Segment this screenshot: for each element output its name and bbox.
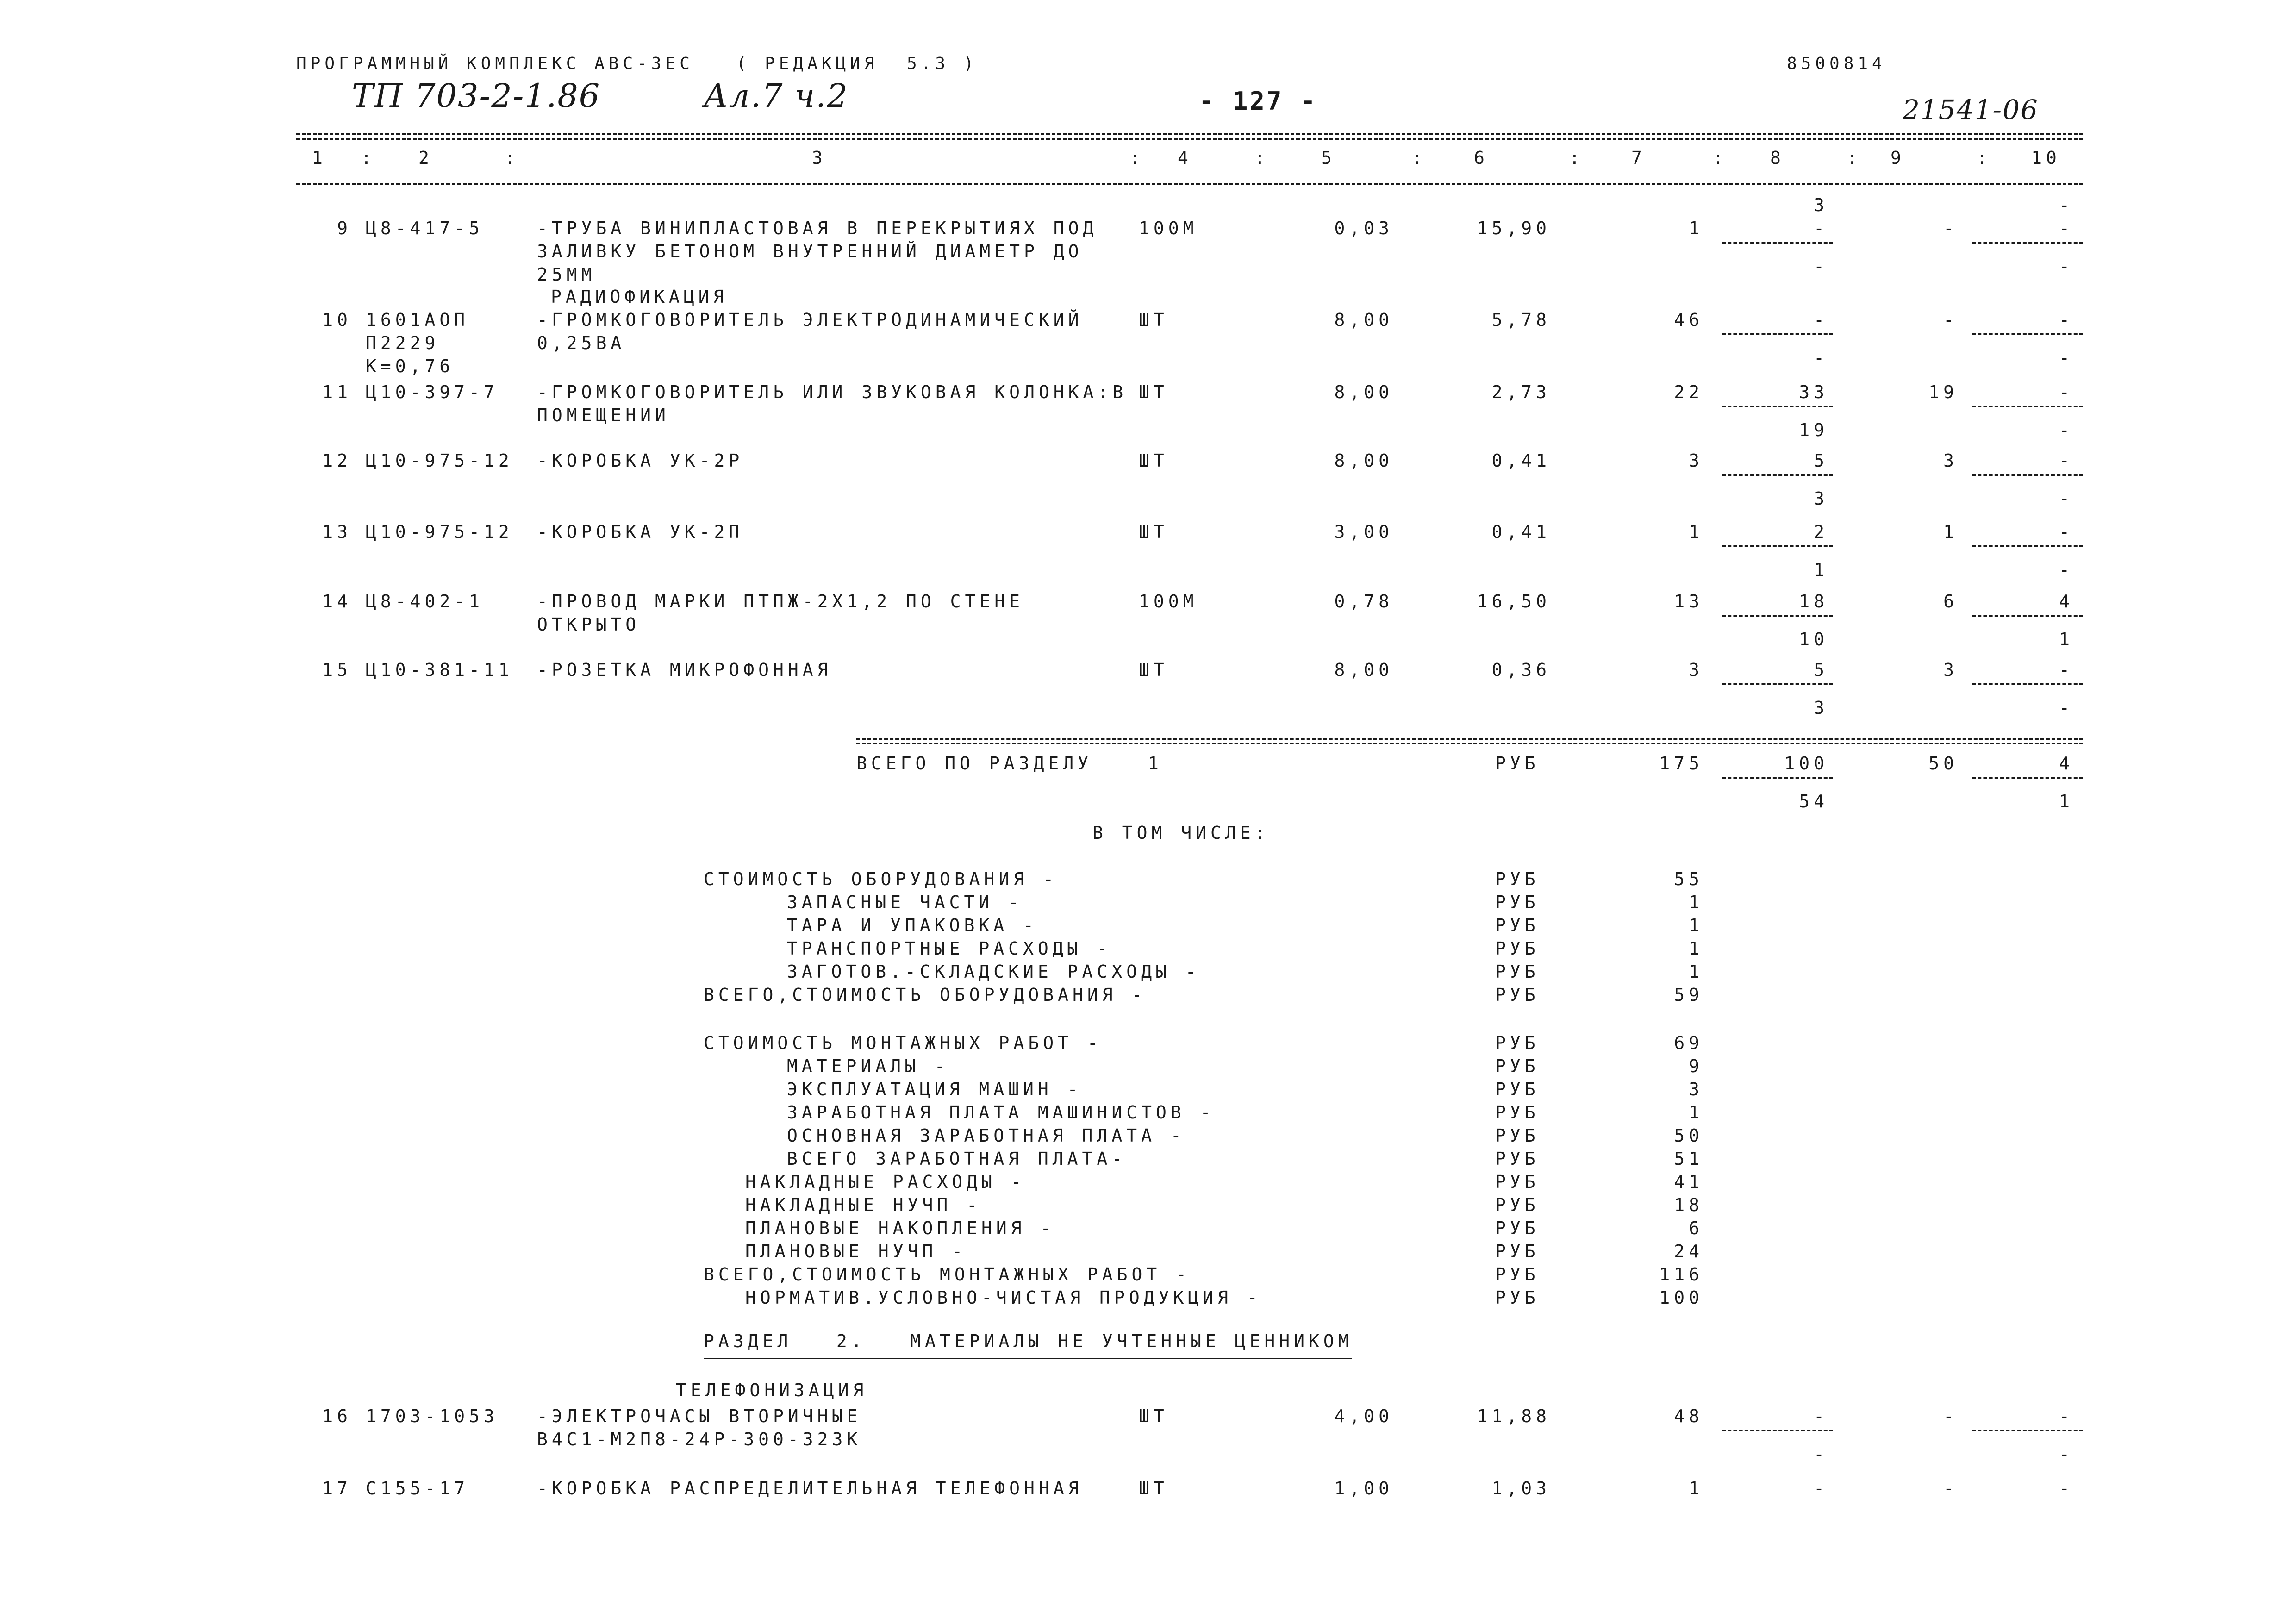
row-number: 15 <box>322 660 352 680</box>
price-code: Ц10-381-11 <box>366 660 513 680</box>
col8-value: - <box>1814 218 1828 238</box>
col10-sub-value: 1 <box>2059 629 2074 650</box>
col8-divider <box>1722 406 1833 407</box>
col9-value: - <box>1943 310 1958 330</box>
price-code: Ц8-417-5 <box>366 218 484 238</box>
header-rule-top <box>296 133 2083 135</box>
item-name: 0,25ВА <box>537 333 626 353</box>
item-name: ПОМЕЩЕНИИ <box>537 405 670 425</box>
item-name: -ГРОМКОГОВОРИТЕЛЬ ИЛИ ЗВУКОВАЯ КОЛОНКА:В <box>537 382 1128 402</box>
breakdown-value: 1 <box>1689 938 1703 959</box>
breakdown-value: 24 <box>1674 1241 1703 1262</box>
col8-wage: 3 <box>1814 698 1828 718</box>
item-name: -РОЗЕТКА МИКРОФОННАЯ <box>537 660 832 680</box>
column-header-4: 4 <box>1178 148 1192 168</box>
unit: ШТ <box>1139 1478 1168 1499</box>
total-cost: 3 <box>1689 660 1703 680</box>
col10-sub-value: - <box>2059 1444 2074 1464</box>
column-header-6: 6 <box>1474 148 1489 168</box>
col10-value: - <box>2059 1406 2074 1426</box>
price-code: П2229 <box>366 333 440 353</box>
column-header-5: 5 <box>1321 148 1336 168</box>
col10-value: - <box>2059 660 2074 680</box>
row-number: 12 <box>322 450 352 471</box>
total-cost: 1 <box>1689 522 1703 542</box>
breakdown-unit: РУБ <box>1495 1056 1540 1076</box>
col10-value: - <box>2059 218 2074 238</box>
col9-value: 6 <box>1943 591 1958 612</box>
price-code: 1601АОП <box>366 310 469 330</box>
col10-value: - <box>2059 450 2074 471</box>
col10-divider <box>1972 615 2083 617</box>
col10-divider <box>1972 777 2083 779</box>
section-total-col10: 4 <box>2059 753 2074 774</box>
quantity: 8,00 <box>1334 310 1393 330</box>
quantity: 4,00 <box>1334 1406 1393 1426</box>
quantity: 0,03 <box>1334 218 1393 238</box>
item-name: -КОРОБКА УК-2Р <box>537 450 744 471</box>
breakdown-unit: РУБ <box>1495 1033 1540 1053</box>
breakdown-label: ЗАРАБОТНАЯ ПЛАТА МАШИНИСТОВ - <box>787 1102 1215 1123</box>
quantity: 1,00 <box>1334 1478 1393 1499</box>
breakdown-unit: РУБ <box>1495 1195 1540 1215</box>
unit-price: 0,41 <box>1491 450 1551 471</box>
column-separator: : <box>361 148 376 168</box>
col8-wage: - <box>1814 348 1828 368</box>
breakdown-value: 59 <box>1674 985 1703 1005</box>
breakdown-label: ВСЕГО,СТОИМОСТЬ МОНТАЖНЫХ РАБОТ - <box>704 1264 1191 1285</box>
section-total-col8: 100 <box>1784 753 1828 774</box>
header-rule-bottom <box>296 183 2083 185</box>
item-name: -ПРОВОД МАРКИ ПТПЖ-2Х1,2 ПО СТЕНЕ <box>537 591 1024 612</box>
breakdown-unit: РУБ <box>1495 1102 1540 1123</box>
breakdown-label: ВСЕГО ЗАРАБОТНАЯ ПЛАТА- <box>787 1149 1127 1169</box>
total-cost: 48 <box>1674 1406 1703 1426</box>
section-2-title: РАЗДЕЛ 2. МАТЕРИАЛЫ НЕ УЧТЕННЫЕ ЦЕННИКОМ <box>704 1331 1353 1351</box>
price-code: 1703-1053 <box>366 1406 499 1426</box>
breakdown-label: ЭКСПЛУАТАЦИЯ МАШИН - <box>787 1079 1082 1099</box>
col8-wage: 10 <box>1799 629 1828 650</box>
row-number: 13 <box>322 522 352 542</box>
col9-value: 19 <box>1928 382 1958 402</box>
col8-value: - <box>1814 1406 1828 1426</box>
column-header-7: 7 <box>1631 148 1646 168</box>
col9-value: 1 <box>1943 522 1958 542</box>
breakdown-label: ОСНОВНАЯ ЗАРАБОТНАЯ ПЛАТА - <box>787 1125 1185 1146</box>
breakdown-label: НАКЛАДНЫЕ РАСХОДЫ - <box>745 1172 1026 1192</box>
item-name: -КОРОБКА УК-2П <box>537 522 744 542</box>
col8-divider <box>1722 615 1833 617</box>
breakdown-label: НАКЛАДНЫЕ НУЧП - <box>745 1195 982 1215</box>
unit-price: 5,78 <box>1491 310 1551 330</box>
section-total-rule <box>856 738 2083 740</box>
price-code: Ц10-975-12 <box>366 450 513 471</box>
section-label: РАДИОФИКАЦИЯ <box>551 287 728 307</box>
row-number: 9 <box>337 218 352 238</box>
col8-wage: 1 <box>1814 560 1828 580</box>
breakdown-value: 41 <box>1674 1172 1703 1192</box>
quantity: 0,78 <box>1334 591 1393 612</box>
breakdown-value: 1 <box>1689 892 1703 912</box>
breakdown-value: 116 <box>1659 1264 1703 1285</box>
breakdown-unit: РУБ <box>1495 1264 1540 1285</box>
document-code: 8500814 <box>1787 54 1886 73</box>
breakdown-label: ТАРА И УПАКОВКА - <box>787 915 1038 936</box>
col10-divider <box>1972 242 2083 244</box>
column-header-9: 9 <box>1890 148 1905 168</box>
breakdown-label: ТРАНСПОРТНЫЕ РАСХОДЫ - <box>787 938 1112 959</box>
breakdown-unit: РУБ <box>1495 962 1540 982</box>
breakdown-unit: РУБ <box>1495 1172 1540 1192</box>
item-name: В4С1-М2П8-24Р-300-323К <box>537 1429 862 1449</box>
column-separator: : <box>1977 148 1991 168</box>
total-cost: 3 <box>1689 450 1703 471</box>
price-code: С155-17 <box>366 1478 469 1499</box>
col8-divider <box>1722 1430 1833 1431</box>
page-number: - 127 - <box>1199 87 1317 116</box>
section-total-col10-sub: 1 <box>2059 791 2074 812</box>
breakdown-unit: РУБ <box>1495 869 1540 889</box>
price-code: Ц10-975-12 <box>366 522 513 542</box>
col10-value: 4 <box>2059 591 2074 612</box>
price-code: К=0,76 <box>366 356 455 376</box>
col8-value: 18 <box>1799 591 1828 612</box>
breakdown-label: ПЛАНОВЫЕ НУЧП - <box>745 1241 967 1262</box>
col10-sub-value: - <box>2059 256 2074 276</box>
row-number: 11 <box>322 382 352 402</box>
col10-sub-value: - <box>2059 420 2074 440</box>
col8-value: - <box>1814 1478 1828 1499</box>
column-separator: : <box>1129 148 1144 168</box>
breakdown-value: 3 <box>1689 1079 1703 1099</box>
col8-wage: 19 <box>1799 420 1828 440</box>
item-name: ОТКРЫТО <box>537 614 641 635</box>
col9-value: 3 <box>1943 660 1958 680</box>
breakdown-value: 9 <box>1689 1056 1703 1076</box>
col8-wage: - <box>1814 256 1828 276</box>
unit: ШТ <box>1139 310 1168 330</box>
breakdown-unit: РУБ <box>1495 1287 1540 1308</box>
col10-sub-value: - <box>2059 560 2074 580</box>
row-number: 10 <box>322 310 352 330</box>
breakdown-unit: РУБ <box>1495 938 1540 959</box>
column-separator: : <box>1847 148 1862 168</box>
col10-value: - <box>2059 1478 2074 1499</box>
breakdown-unit: РУБ <box>1495 1218 1540 1238</box>
section-total-col8-wage: 54 <box>1799 791 1828 812</box>
breakdown-value: 51 <box>1674 1149 1703 1169</box>
unit: 100М <box>1139 591 1198 612</box>
col10-divider <box>1972 683 2083 685</box>
col8-wage: - <box>1814 1444 1828 1464</box>
item-name: -КОРОБКА РАСПРЕДЕЛИТЕЛЬНАЯ ТЕЛЕФОННАЯ <box>537 1478 1083 1499</box>
column-header-2: 2 <box>418 148 433 168</box>
breakdown-label: МАТЕРИАЛЫ - <box>787 1056 949 1076</box>
column-separator: : <box>1254 148 1269 168</box>
section-total-unit: РУБ <box>1495 753 1540 774</box>
col9-value: - <box>1943 1406 1958 1426</box>
unit-price: 16,50 <box>1477 591 1551 612</box>
row-number: 17 <box>322 1478 352 1499</box>
breakdown-value: 100 <box>1659 1287 1703 1308</box>
col8-divider <box>1722 242 1833 244</box>
section-2-subsection: ТЕЛЕФОНИЗАЦИЯ <box>676 1380 868 1400</box>
unit: ШТ <box>1139 1406 1168 1426</box>
total-cost: 1 <box>1689 218 1703 238</box>
unit: ШТ <box>1139 450 1168 471</box>
breakdown-value: 1 <box>1689 962 1703 982</box>
unit-price: 1,03 <box>1491 1478 1551 1499</box>
tp-number: ТП 703-2-1.86 <box>352 77 601 115</box>
section-total-cost: 175 <box>1659 753 1703 774</box>
col8-divider <box>1722 474 1833 476</box>
col8-value: 5 <box>1814 660 1828 680</box>
breakdown-unit: РУБ <box>1495 892 1540 912</box>
col8-divider <box>1722 683 1833 685</box>
column-separator: : <box>1412 148 1427 168</box>
quantity: 8,00 <box>1334 450 1393 471</box>
col10-sub-value: - <box>2059 698 2074 718</box>
column-header-1: 1 <box>312 148 327 168</box>
unit-price: 2,73 <box>1491 382 1551 402</box>
col10-value: - <box>2059 522 2074 542</box>
column-separator: : <box>505 148 519 168</box>
col10-divider <box>1972 333 2083 335</box>
breakdown-value: 1 <box>1689 1102 1703 1123</box>
row-number: 16 <box>322 1406 352 1426</box>
col8-value: 5 <box>1814 450 1828 471</box>
column-separator: : <box>1713 148 1728 168</box>
col10-divider <box>1972 1430 2083 1431</box>
unit: ШТ <box>1139 522 1168 542</box>
breakdown-unit: РУБ <box>1495 1241 1540 1262</box>
col10-divider <box>1972 474 2083 476</box>
breakdown-label: ПЛАНОВЫЕ НАКОПЛЕНИЯ - <box>745 1218 1055 1238</box>
item-name: -ТРУБА ВИНИПЛАСТОВАЯ В ПЕРЕКРЫТИЯХ ПОД <box>537 218 1098 238</box>
breakdown-unit: РУБ <box>1495 1149 1540 1169</box>
breakdown-unit: РУБ <box>1495 915 1540 936</box>
breakdown-title: В ТОМ ЧИСЛЕ: <box>1092 823 1270 843</box>
item-name: ЗАЛИВКУ БЕТОНОМ ВНУТРЕННИЙ ДИАМЕТР ДО <box>537 241 1083 262</box>
breakdown-label: ВСЕГО,СТОИМОСТЬ ОБОРУДОВАНИЯ - <box>704 985 1147 1005</box>
column-header-3: 3 <box>812 148 827 168</box>
breakdown-value: 6 <box>1689 1218 1703 1238</box>
row-number: 14 <box>322 591 352 612</box>
col8-value: - <box>1814 310 1828 330</box>
col10-divider <box>1972 545 2083 547</box>
breakdown-label: ЗАГОТОВ.-СКЛАДСКИЕ РАСХОДЫ - <box>787 962 1200 982</box>
price-code: Ц8-402-1 <box>366 591 484 612</box>
col8-divider <box>1722 333 1833 335</box>
total-cost: 46 <box>1674 310 1703 330</box>
unit: 100М <box>1139 218 1198 238</box>
section-total-rule-2 <box>856 743 2083 744</box>
unit: ШТ <box>1139 660 1168 680</box>
col10-value: - <box>2059 382 2074 402</box>
col8-divider <box>1722 545 1833 547</box>
breakdown-label: ЗАПАСНЫЕ ЧАСТИ - <box>787 892 1023 912</box>
col9-value: - <box>1943 1478 1958 1499</box>
item-name: -ЭЛЕКТРОЧАСЫ ВТОРИЧНЫЕ <box>537 1406 862 1426</box>
col8-wage: 3 <box>1814 488 1828 509</box>
breakdown-value: 69 <box>1674 1033 1703 1053</box>
breakdown-value: 18 <box>1674 1195 1703 1215</box>
column-header-8: 8 <box>1770 148 1785 168</box>
breakdown-value: 50 <box>1674 1125 1703 1146</box>
breakdown-unit: РУБ <box>1495 985 1540 1005</box>
item-name: -ГРОМКОГОВОРИТЕЛЬ ЭЛЕКТРОДИНАМИЧЕСКИЙ <box>537 310 1083 330</box>
program-title: ПРОГРАММНЫЙ КОМПЛЕКС АВС-3ЕС ( РЕДАКЦИЯ 5.3 ) <box>296 54 978 73</box>
col10-value: - <box>2059 310 2074 330</box>
col8-divider <box>1722 777 1833 779</box>
col8-prev-wage: 3 <box>1814 195 1828 215</box>
breakdown-label: СТОИМОСТЬ ОБОРУДОВАНИЯ - <box>704 869 1058 889</box>
col8-value: 2 <box>1814 522 1828 542</box>
section-total-number: 1 <box>1148 753 1163 774</box>
unit-price: 11,88 <box>1477 1406 1551 1426</box>
quantity: 8,00 <box>1334 660 1393 680</box>
breakdown-unit: РУБ <box>1495 1079 1540 1099</box>
col10-prev-value: - <box>2059 195 2074 215</box>
col9-value: 3 <box>1943 450 1958 471</box>
quantity: 8,00 <box>1334 382 1393 402</box>
column-header-10: 10 <box>2031 148 2061 168</box>
total-cost: 1 <box>1689 1478 1703 1499</box>
breakdown-label: НОРМАТИВ.УСЛОВНО-ЧИСТАЯ ПРОДУКЦИЯ - <box>745 1287 1262 1308</box>
column-separator: : <box>1569 148 1584 168</box>
unit-price: 0,41 <box>1491 522 1551 542</box>
album-number: Ал.7 ч.2 <box>704 77 849 115</box>
section-2-underline <box>704 1353 1352 1360</box>
breakdown-value: 55 <box>1674 869 1703 889</box>
breakdown-value: 1 <box>1689 915 1703 936</box>
unit-price: 15,90 <box>1477 218 1551 238</box>
section-total-label: ВСЕГО ПО РАЗДЕЛУ <box>856 753 1093 774</box>
col8-value: 33 <box>1799 382 1828 402</box>
col10-divider <box>1972 406 2083 407</box>
col10-sub-value: - <box>2059 488 2074 509</box>
breakdown-label: СТОИМОСТЬ МОНТАЖНЫХ РАБОТ - <box>704 1033 1102 1053</box>
inventory-number: 21541-06 <box>1903 94 2039 125</box>
total-cost: 22 <box>1674 382 1703 402</box>
price-code: Ц10-397-7 <box>366 382 499 402</box>
col9-value: - <box>1943 218 1958 238</box>
breakdown-unit: РУБ <box>1495 1125 1540 1146</box>
col10-sub-value: - <box>2059 348 2074 368</box>
quantity: 3,00 <box>1334 522 1393 542</box>
section-total-col9: 50 <box>1928 753 1958 774</box>
item-name: 25ММ <box>537 264 596 285</box>
total-cost: 13 <box>1674 591 1703 612</box>
unit-price: 0,36 <box>1491 660 1551 680</box>
header-rule-top-2 <box>296 138 2083 140</box>
unit: ШТ <box>1139 382 1168 402</box>
